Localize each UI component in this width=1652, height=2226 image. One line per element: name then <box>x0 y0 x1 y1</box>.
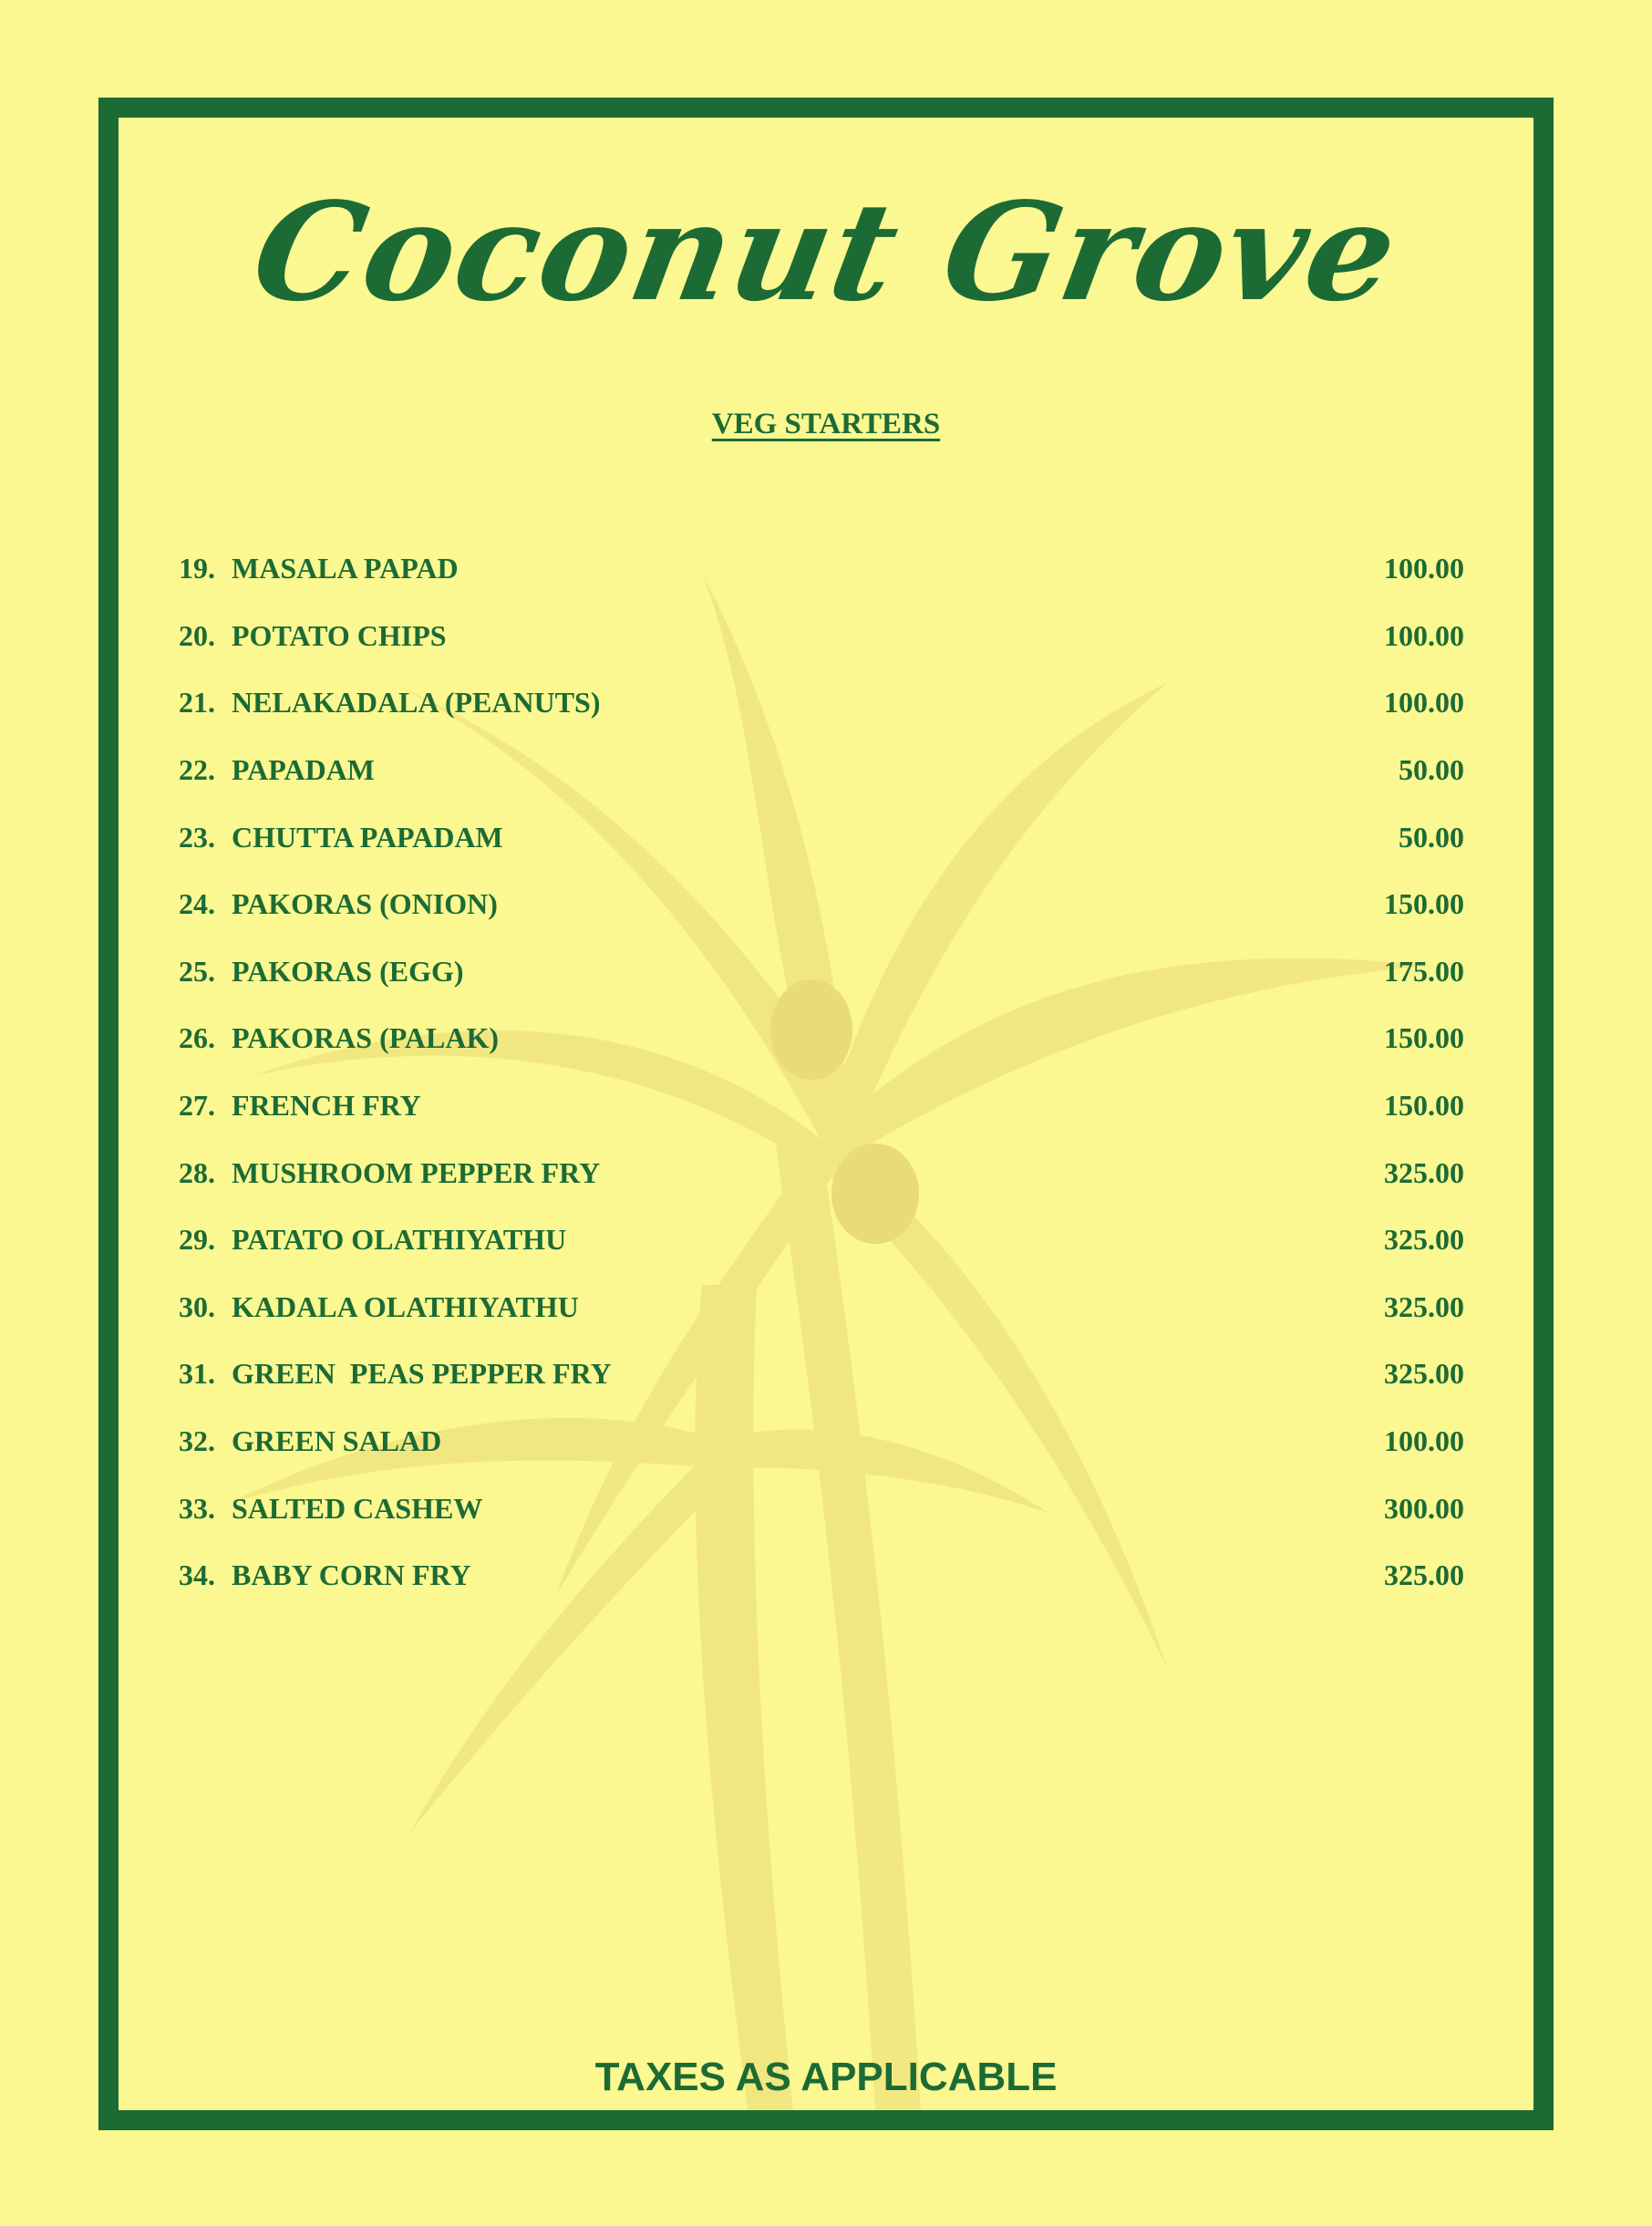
item-number: 31. <box>179 1357 215 1391</box>
item-price: 325.00 <box>1384 1289 1464 1323</box>
item-price: 50.00 <box>1399 820 1464 854</box>
menu-item <box>179 1408 1464 1475</box>
menu-item <box>179 1341 1464 1408</box>
item-name: MASALA PAPAD <box>232 552 459 585</box>
item-price: 150.00 <box>1384 1021 1464 1055</box>
menu-item <box>179 871 1464 938</box>
menu-item <box>179 1005 1464 1072</box>
item-number: 34. <box>179 1558 215 1592</box>
item-name: PAKORAS (EGG) <box>232 954 464 988</box>
item-price: 100.00 <box>1384 618 1464 652</box>
item-number: 28. <box>179 1155 215 1189</box>
item-name: GREEN SALAD <box>232 1424 442 1458</box>
menu-frame <box>98 98 1554 2130</box>
menu-item <box>179 603 1464 670</box>
taxes-note: TAXES AS APPLICABLE <box>594 2055 1058 2099</box>
item-name: NELAKADALA (PEANUTS) <box>232 686 601 720</box>
item-price: 150.00 <box>1384 1089 1464 1123</box>
item-name: CHUTTA PAPADAM <box>232 820 503 854</box>
menu-item <box>179 938 1464 1006</box>
item-name: GREEN PEAS PEPPER FRY <box>232 1357 612 1391</box>
item-price: 325.00 <box>1384 1155 1464 1189</box>
menu-item <box>179 1274 1464 1341</box>
item-price: 150.00 <box>1384 887 1464 921</box>
item-number: 30. <box>179 1289 215 1323</box>
menu-item <box>179 1206 1464 1274</box>
item-price: 100.00 <box>1384 686 1464 720</box>
menu-item <box>179 535 1464 603</box>
item-price: 300.00 <box>1384 1491 1464 1525</box>
item-price: 100.00 <box>1384 552 1464 585</box>
menu-item <box>179 803 1464 871</box>
item-name: PAKORAS (PALAK) <box>232 1021 500 1055</box>
item-number: 33. <box>179 1491 215 1525</box>
item-name: PAKORAS (ONION) <box>232 887 498 921</box>
item-number: 19. <box>179 552 215 585</box>
item-name: SALTED CASHEW <box>232 1491 483 1525</box>
item-name: MUSHROOM PEPPER FRY <box>232 1155 601 1189</box>
menu-item <box>179 1475 1464 1542</box>
section-title: VEG STARTERS <box>711 408 941 440</box>
item-number: 32. <box>179 1424 215 1458</box>
item-price: 175.00 <box>1384 954 1464 988</box>
item-name: BABY CORN FRY <box>232 1558 471 1592</box>
item-price: 325.00 <box>1384 1558 1464 1592</box>
item-price: 325.00 <box>1384 1357 1464 1391</box>
item-number: 27. <box>179 1089 215 1123</box>
item-name: KADALA OLATHIYATHU <box>232 1289 579 1323</box>
item-number: 23. <box>179 820 215 854</box>
menu-item <box>179 737 1464 804</box>
menu-item <box>179 669 1464 737</box>
item-number: 24. <box>179 887 215 921</box>
item-price: 50.00 <box>1399 753 1464 787</box>
item-price: 325.00 <box>1384 1223 1464 1257</box>
item-name: FRENCH FRY <box>232 1089 421 1123</box>
menu-list <box>179 535 1464 1610</box>
item-number: 20. <box>179 618 215 652</box>
item-number: 26. <box>179 1021 215 1055</box>
restaurant-name: Coconut Grove <box>242 172 1410 331</box>
menu-item <box>179 1072 1464 1140</box>
item-number: 22. <box>179 753 215 787</box>
menu-item <box>179 1139 1464 1206</box>
menu-item <box>179 1542 1464 1610</box>
item-number: 25. <box>179 954 215 988</box>
item-number: 21. <box>179 686 215 720</box>
item-price: 100.00 <box>1384 1424 1464 1458</box>
item-name: POTATO CHIPS <box>232 618 447 652</box>
item-number: 29. <box>179 1223 215 1257</box>
item-name: PAPADAM <box>232 753 375 787</box>
item-name: PATATO OLATHIYATHU <box>232 1223 567 1257</box>
